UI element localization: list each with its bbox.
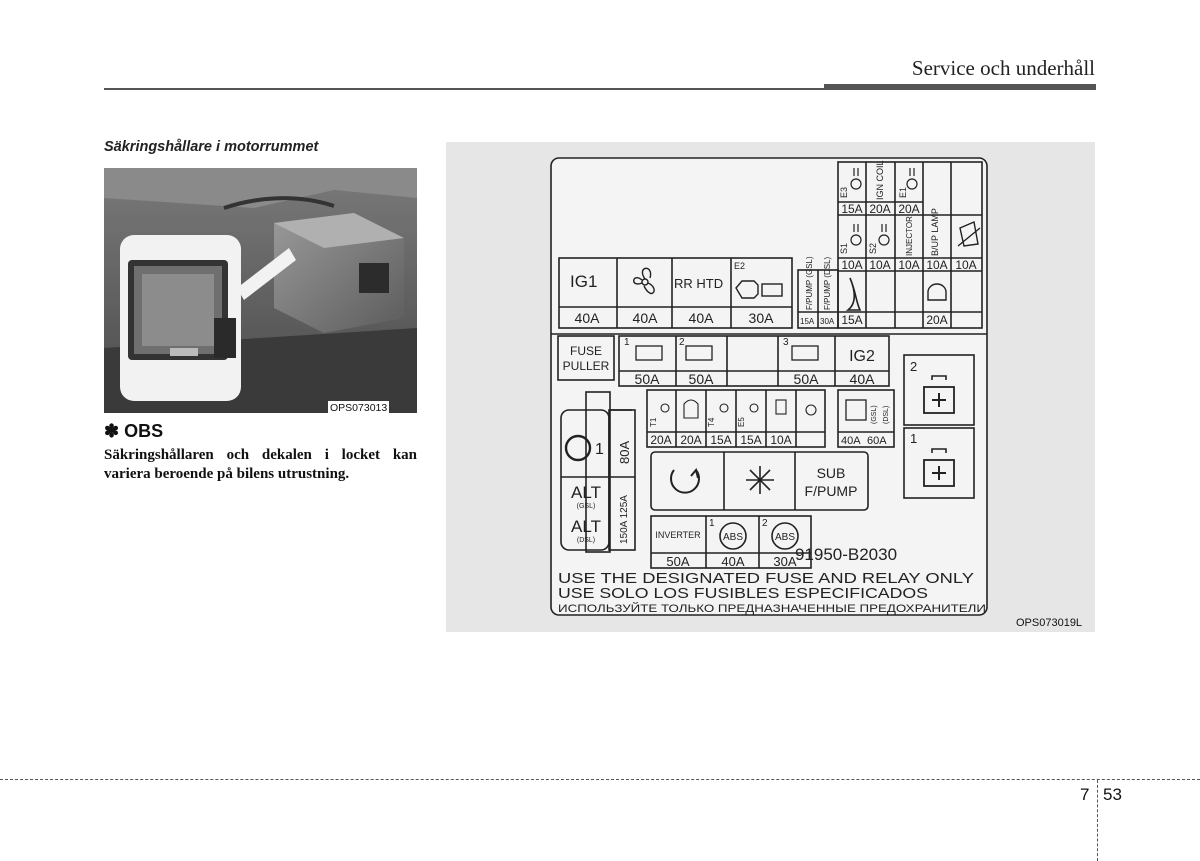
label-alt-dsl: ALT [571,517,601,536]
part-number: 91950-B2030 [794,545,898,564]
battery-number: 1 [624,337,630,348]
label-fuse-puller: FUSE [569,344,603,358]
page-number: 53 [1103,785,1122,804]
fuse-rating: 30A [748,310,774,326]
section-heading: Säkringshållare i motorrummet [104,139,319,155]
label-e2: E2 [734,261,746,271]
note-text: Säkringshållaren och dekalen i locket kan variera beroende på bilens utrustning. [104,447,417,482]
label-alt-dsl-sub: (DSL) [576,537,596,544]
label-inverter: INVERTER [655,530,701,540]
fuse-diagram [446,142,1095,632]
fuse-rating: 20A [680,433,702,447]
label-fuse-puller: PULLER [562,359,610,373]
abs-number: 2 [762,518,768,529]
label-gsl: (GSL) [871,405,878,424]
label-abs-1: ABS [722,532,744,543]
relay-number: 2 [910,359,918,374]
fuse-rating: 10A [770,433,792,447]
label-fpump-gsl: F/PUMP (GSL) [805,256,814,310]
fuse-rating: 40A [849,371,875,387]
fuse-rating: 50A [793,371,819,387]
fuse-rating: 40A [688,310,714,326]
fuse-rating: 40A [632,310,658,326]
label-s1: S1 [839,242,849,254]
label-steering-rating: 80A [617,440,632,464]
label-s2: S2 [868,242,878,254]
engine-bay-photo [104,168,417,413]
label-t1: T1 [649,417,658,427]
label-e3: E3 [839,186,849,198]
footer-rule [0,779,1200,780]
label-abs-2: ABS [774,532,796,543]
fuse-rating: 10A [869,258,891,272]
label-alt-ratings: 150A 125A [619,495,630,544]
header-rule [104,88,824,90]
abs-number: 1 [709,518,715,529]
page-header-title: Service och underhåll [911,56,1095,80]
fuse-rating: 40A [841,435,861,447]
header-rule-accent [824,84,1096,90]
fuse-rating: 20A [926,313,948,327]
photo-caption: OPS073013 [330,402,388,414]
label-e5: E5 [737,417,746,427]
footer-divider [1097,780,1098,861]
label-backup-lamp: B/UP LAMP [930,208,940,256]
label-fpump-dsl: F/PUMP (DSL) [823,256,832,310]
fuse-rating: 15A [710,433,732,447]
warning-english: USE THE DESIGNATED FUSE AND RELAY ONLY [558,570,974,587]
label-ig1: IG1 [570,272,598,291]
label-e1: E1 [898,186,908,198]
label-sub-fpump: F/PUMP [804,483,858,499]
fuse-rating: 10A [955,258,977,272]
label-rr-htd: RR HTD [674,276,724,291]
fuse-rating: 20A [650,433,672,447]
label-injector: INJECTOR [905,216,914,256]
label-sub-fpump: SUB [816,465,846,481]
fuse-rating: 50A [666,554,690,569]
label-steering-number: 1 [595,441,604,458]
label-alt-gsl: ALT [571,483,601,502]
fuse-rating: 50A [634,371,660,387]
fuse-rating: 60A [867,435,887,447]
label-alt-gsl-sub: (GSL) [576,503,596,510]
fuse-rating: 15A [740,433,762,447]
label-t4: T4 [707,417,716,427]
fuse-rating: 50A [688,371,714,387]
fuse-rating: 15A [800,317,815,326]
fuse-rating: 20A [869,202,891,216]
fuse-rating: 40A [574,310,600,326]
warning-russian: ИСПОЛЬЗУЙТЕ ТОЛЬКО ПРЕДНАЗНАЧЕННЫЕ ПРЕДОХРАНИТЕЛИ [558,603,912,615]
diagram-caption: OPS073019L [1016,617,1083,629]
fuse-rating: 10A [841,258,863,272]
warning-spanish: USE SOLO LOS FUSIBLES ESPECIFICADOS [558,585,928,602]
battery-number: 2 [679,337,685,348]
label-dsl: (DSL) [883,405,890,424]
fuse-rating: 30A [773,554,797,569]
relay-number: 1 [910,431,918,446]
label-ig2: IG2 [849,348,875,365]
fuse-rating: 30A [820,317,835,326]
page-section-number: 7 [1080,785,1090,804]
label-ign-coil: IGN COIL [875,160,885,200]
fuse-rating: 40A [721,554,745,569]
fuse-rating: 20A [898,202,920,216]
fuse-rating: 15A [841,313,863,327]
battery-number: 3 [783,337,789,348]
fuse-rating: 15A [841,202,863,216]
fuse-rating: 10A [926,258,948,272]
fuse-rating: 10A [898,258,920,272]
note-heading: ✽ OBS [104,421,164,441]
